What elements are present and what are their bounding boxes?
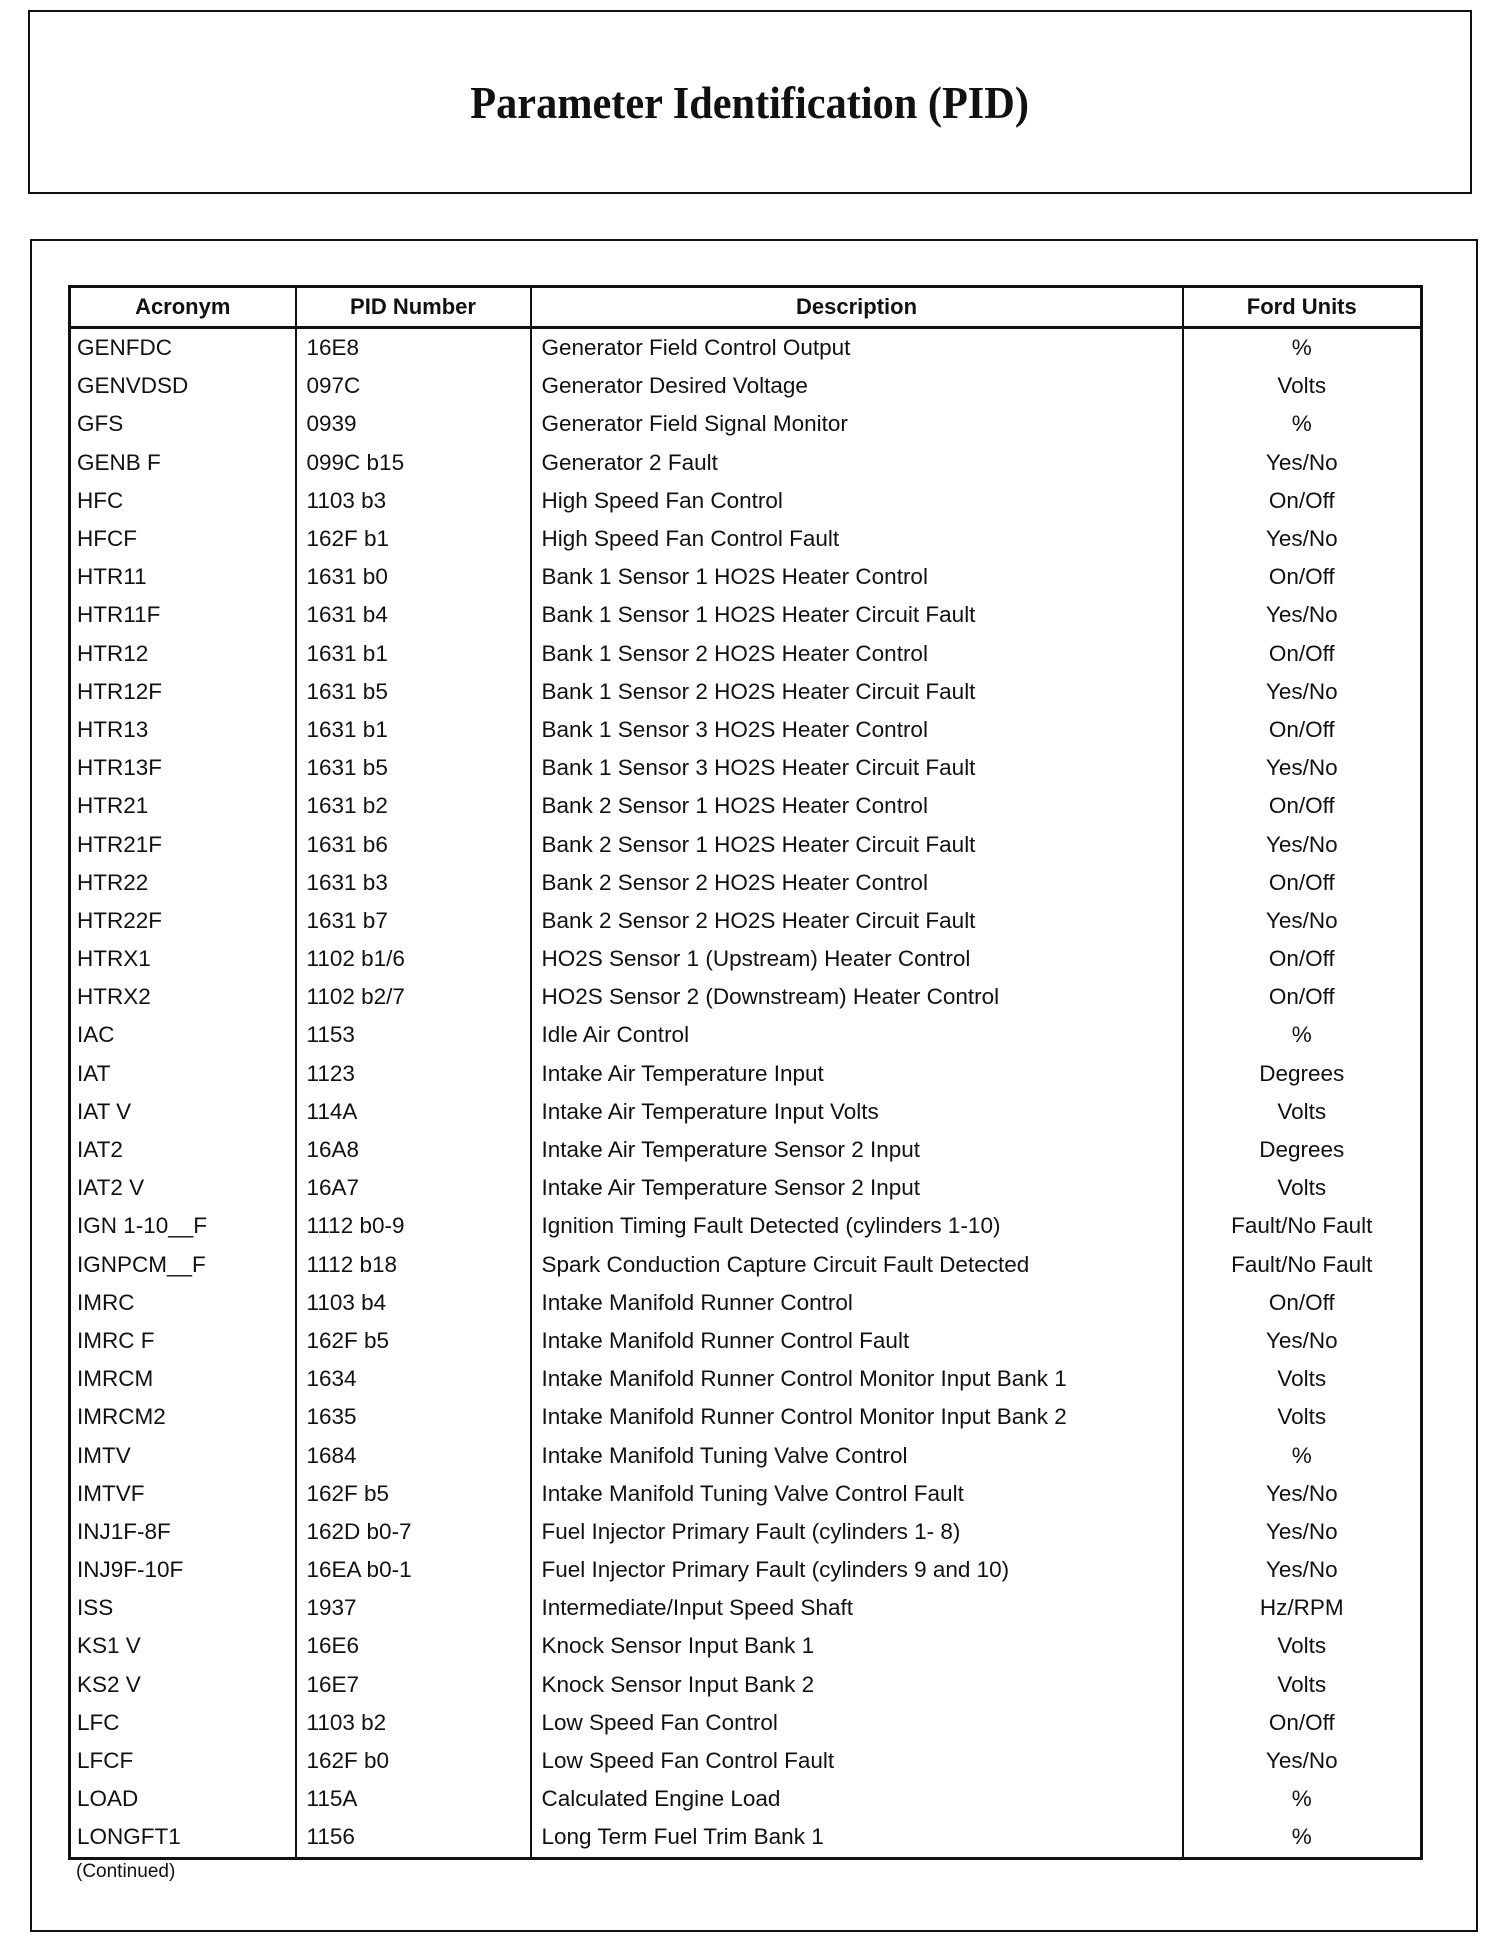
column-header-description: Description: [531, 287, 1183, 328]
cell-pid-number: 1112 b0-9: [296, 1207, 531, 1245]
cell-ford-units: Yes/No: [1265, 1557, 1338, 1583]
cell-pid-number: 16EA b0-1: [296, 1551, 531, 1589]
cell-pid-number: 1937: [296, 1589, 531, 1627]
cell-description: Bank 1 Sensor 3 HO2S Heater Circuit Fault: [531, 749, 1183, 787]
table-row: [70, 864, 1422, 902]
cell-ford-units: Volts: [1277, 1633, 1327, 1659]
cell-description: Intake Manifold Runner Control: [531, 1284, 1183, 1322]
column-header-acronym: Acronym: [70, 287, 296, 328]
table-row: [70, 1169, 1422, 1207]
cell-acronym: HTRX1: [70, 940, 296, 978]
table-row: [70, 1016, 1422, 1054]
cell-description: Long Term Fuel Trim Bank 1: [531, 1818, 1183, 1858]
cell-acronym: HTR22: [70, 864, 296, 902]
cell-ford-units: %: [1291, 1022, 1312, 1048]
cell-description: High Speed Fan Control: [531, 482, 1183, 520]
cell-ford-units: On/Off: [1268, 793, 1335, 819]
cell-description: Generator 2 Fault: [531, 444, 1183, 482]
table-body: [70, 328, 1422, 1859]
cell-acronym: IAT2: [70, 1131, 296, 1169]
cell-acronym: HFCF: [70, 520, 296, 558]
cell-acronym: IAT: [70, 1055, 296, 1093]
table-row: [70, 1246, 1422, 1284]
cell-acronym: KS2 V: [70, 1666, 296, 1704]
cell-pid-number: 1634: [296, 1360, 531, 1398]
cell-ford-units: On/Off: [1268, 946, 1335, 972]
table-row: [70, 787, 1422, 825]
cell-ford-units: On/Off: [1268, 1289, 1335, 1315]
cell-description: Intake Manifold Tuning Valve Control Fault: [531, 1475, 1183, 1513]
cell-acronym: IMRC F: [70, 1322, 296, 1360]
cell-pid-number: 162F b0: [296, 1742, 531, 1780]
table-row: [70, 1398, 1422, 1436]
cell-description: Calculated Engine Load: [531, 1780, 1183, 1818]
table-row: [70, 1818, 1422, 1858]
table-row: [70, 444, 1422, 482]
table-row: [70, 978, 1422, 1016]
cell-pid-number: 1631 b5: [296, 673, 531, 711]
cell-pid-number: 1631 b3: [296, 864, 531, 902]
cell-pid-number: 099C b15: [296, 444, 531, 482]
cell-acronym: LFCF: [70, 1742, 296, 1780]
table-header-row: [70, 287, 1422, 328]
cell-ford-units: Fault/No Fault: [1231, 1251, 1373, 1277]
table-row: [70, 1780, 1422, 1818]
cell-ford-units: Yes/No: [1265, 449, 1338, 475]
cell-ford-units: %: [1291, 411, 1312, 437]
cell-acronym: HTR12F: [70, 673, 296, 711]
cell-acronym: HTRX2: [70, 978, 296, 1016]
cell-ford-units: On/Off: [1268, 1709, 1335, 1735]
cell-pid-number: 1153: [296, 1016, 531, 1054]
cell-ford-units: Volts: [1277, 1175, 1327, 1201]
cell-pid-number: 16E7: [296, 1666, 531, 1704]
pid-table: [68, 285, 1423, 1860]
cell-ford-units: %: [1291, 1786, 1312, 1812]
cell-ford-units: Volts: [1277, 1671, 1327, 1697]
table-row: [70, 1589, 1422, 1627]
cell-acronym: GENB F: [70, 444, 296, 482]
cell-acronym: IGN 1-10__F: [70, 1207, 296, 1245]
cell-pid-number: 1103 b4: [296, 1284, 531, 1322]
cell-description: Intake Air Temperature Input: [531, 1055, 1183, 1093]
cell-pid-number: 1631 b1: [296, 635, 531, 673]
cell-description: Low Speed Fan Control: [531, 1704, 1183, 1742]
table-row: [70, 596, 1422, 634]
cell-description: Spark Conduction Capture Circuit Fault Detected: [531, 1246, 1183, 1284]
cell-pid-number: 1635: [296, 1398, 531, 1436]
cell-description: Bank 2 Sensor 2 HO2S Heater Control: [531, 864, 1183, 902]
cell-ford-units: Fault/No Fault: [1231, 1213, 1373, 1239]
cell-acronym: HTR13F: [70, 749, 296, 787]
cell-ford-units: Volts: [1277, 1404, 1327, 1430]
cell-ford-units: Yes/No: [1265, 1748, 1338, 1774]
cell-ford-units: Yes/No: [1265, 1518, 1338, 1544]
cell-description: Low Speed Fan Control Fault: [531, 1742, 1183, 1780]
page-title: Parameter Identification (PID): [470, 76, 1030, 128]
cell-ford-units: Yes/No: [1265, 1480, 1338, 1506]
cell-acronym: LOAD: [70, 1780, 296, 1818]
table-row: [70, 328, 1422, 368]
table-row: [70, 1475, 1422, 1513]
cell-pid-number: 1156: [296, 1818, 531, 1858]
cell-acronym: IAC: [70, 1016, 296, 1054]
cell-ford-units: Volts: [1277, 1098, 1327, 1124]
cell-description: Intake Manifold Tuning Valve Control: [531, 1436, 1183, 1474]
cell-pid-number: 1631 b1: [296, 711, 531, 749]
cell-description: Intake Air Temperature Sensor 2 Input: [531, 1131, 1183, 1169]
table-row: [70, 1436, 1422, 1474]
cell-description: Intake Manifold Runner Control Monitor Input Bank 2: [531, 1398, 1183, 1436]
table-row: [70, 1055, 1422, 1093]
cell-acronym: GENFDC: [70, 328, 296, 368]
cell-pid-number: 1103 b3: [296, 482, 531, 520]
cell-description: Intermediate/Input Speed Shaft: [531, 1589, 1183, 1627]
table-row: [70, 825, 1422, 863]
cell-description: Idle Air Control: [531, 1016, 1183, 1054]
content-box: [30, 239, 1478, 1932]
cell-ford-units: On/Off: [1268, 869, 1335, 895]
table-row: [70, 711, 1422, 749]
table-row: [70, 1322, 1422, 1360]
cell-description: Intake Manifold Runner Control Fault: [531, 1322, 1183, 1360]
cell-pid-number: 1631 b0: [296, 558, 531, 596]
cell-description: Generator Field Signal Monitor: [531, 405, 1183, 443]
cell-ford-units: %: [1291, 1442, 1312, 1468]
cell-ford-units: On/Off: [1268, 640, 1335, 666]
cell-pid-number: 162F b5: [296, 1322, 531, 1360]
cell-description: Bank 1 Sensor 3 HO2S Heater Control: [531, 711, 1183, 749]
cell-pid-number: 162D b0-7: [296, 1513, 531, 1551]
cell-pid-number: 1631 b4: [296, 596, 531, 634]
cell-acronym: IMRCM: [70, 1360, 296, 1398]
cell-pid-number: 16E6: [296, 1627, 531, 1665]
cell-ford-units: Degrees: [1259, 1137, 1345, 1163]
cell-acronym: HTR13: [70, 711, 296, 749]
cell-acronym: IMRC: [70, 1284, 296, 1322]
cell-acronym: IMTVF: [70, 1475, 296, 1513]
title-box: [28, 10, 1472, 194]
cell-ford-units: On/Off: [1268, 564, 1335, 590]
cell-ford-units: Volts: [1277, 373, 1327, 399]
cell-acronym: HTR11: [70, 558, 296, 596]
cell-acronym: INJ1F-8F: [70, 1513, 296, 1551]
cell-description: Bank 1 Sensor 1 HO2S Heater Control: [531, 558, 1183, 596]
table-row: [70, 367, 1422, 405]
cell-pid-number: 16A8: [296, 1131, 531, 1169]
table-row: [70, 1742, 1422, 1780]
cell-pid-number: 162F b1: [296, 520, 531, 558]
cell-description: Bank 1 Sensor 2 HO2S Heater Control: [531, 635, 1183, 673]
cell-description: Intake Air Temperature Input Volts: [531, 1093, 1183, 1131]
column-header-ford-units: Ford Units: [1183, 287, 1422, 328]
table-row: [70, 1207, 1422, 1245]
continued-note: (Continued): [76, 1861, 176, 1882]
cell-description: Fuel Injector Primary Fault (cylinders 1- 8): [531, 1513, 1183, 1551]
cell-acronym: IAT V: [70, 1093, 296, 1131]
cell-pid-number: 1631 b2: [296, 787, 531, 825]
table-row: [70, 1513, 1422, 1551]
cell-description: Knock Sensor Input Bank 2: [531, 1666, 1183, 1704]
cell-pid-number: 16A7: [296, 1169, 531, 1207]
cell-acronym: GENVDSD: [70, 367, 296, 405]
cell-acronym: HTR21: [70, 787, 296, 825]
table-row: [70, 1627, 1422, 1665]
cell-pid-number: 1103 b2: [296, 1704, 531, 1742]
cell-pid-number: 1684: [296, 1436, 531, 1474]
cell-pid-number: 1631 b6: [296, 825, 531, 863]
cell-pid-number: 1631 b7: [296, 902, 531, 940]
cell-acronym: HFC: [70, 482, 296, 520]
cell-description: Bank 1 Sensor 1 HO2S Heater Circuit Fault: [531, 596, 1183, 634]
cell-ford-units: Yes/No: [1265, 755, 1338, 781]
cell-acronym: IAT2 V: [70, 1169, 296, 1207]
cell-ford-units: Hz/RPM: [1259, 1595, 1344, 1621]
cell-description: Bank 2 Sensor 1 HO2S Heater Circuit Fault: [531, 825, 1183, 863]
table-row: [70, 1284, 1422, 1322]
cell-ford-units: On/Off: [1268, 716, 1335, 742]
table-row: [70, 1704, 1422, 1742]
table-row: [70, 1093, 1422, 1131]
cell-ford-units: Degrees: [1259, 1060, 1345, 1086]
cell-ford-units: Yes/No: [1265, 907, 1338, 933]
cell-acronym: INJ9F-10F: [70, 1551, 296, 1589]
cell-ford-units: On/Off: [1268, 984, 1335, 1010]
cell-description: Knock Sensor Input Bank 1: [531, 1627, 1183, 1665]
table-row: [70, 902, 1422, 940]
cell-pid-number: 097C: [296, 367, 531, 405]
cell-acronym: HTR22F: [70, 902, 296, 940]
cell-ford-units: Yes/No: [1265, 602, 1338, 628]
cell-description: Generator Field Control Output: [531, 328, 1183, 368]
cell-pid-number: 1123: [296, 1055, 531, 1093]
column-header-pid-number: PID Number: [296, 287, 531, 328]
cell-pid-number: 0939: [296, 405, 531, 443]
cell-acronym: IMRCM2: [70, 1398, 296, 1436]
table-row: [70, 749, 1422, 787]
cell-ford-units: Yes/No: [1265, 831, 1338, 857]
cell-ford-units: Volts: [1277, 1366, 1327, 1392]
table-row: [70, 673, 1422, 711]
cell-acronym: LONGFT1: [70, 1818, 296, 1858]
cell-pid-number: 1102 b2/7: [296, 978, 531, 1016]
table-row: [70, 1131, 1422, 1169]
cell-acronym: HTR21F: [70, 825, 296, 863]
table-row: [70, 1360, 1422, 1398]
cell-pid-number: 115A: [296, 1780, 531, 1818]
cell-pid-number: 1112 b18: [296, 1246, 531, 1284]
cell-description: Intake Air Temperature Sensor 2 Input: [531, 1169, 1183, 1207]
table-row: [70, 1666, 1422, 1704]
cell-ford-units: Yes/No: [1265, 678, 1338, 704]
cell-acronym: HTR12: [70, 635, 296, 673]
cell-description: Intake Manifold Runner Control Monitor Input Bank 1: [531, 1360, 1183, 1398]
cell-pid-number: 16E8: [296, 328, 531, 368]
cell-description: Generator Desired Voltage: [531, 367, 1183, 405]
cell-description: HO2S Sensor 2 (Downstream) Heater Control: [531, 978, 1183, 1016]
cell-ford-units: %: [1291, 1824, 1312, 1850]
cell-description: Fuel Injector Primary Fault (cylinders 9 and 10): [531, 1551, 1183, 1589]
cell-acronym: LFC: [70, 1704, 296, 1742]
cell-pid-number: 162F b5: [296, 1475, 531, 1513]
cell-pid-number: 114A: [296, 1093, 531, 1131]
cell-acronym: IGNPCM__F: [70, 1246, 296, 1284]
cell-acronym: HTR11F: [70, 596, 296, 634]
cell-pid-number: 1631 b5: [296, 749, 531, 787]
cell-ford-units: Yes/No: [1265, 1327, 1338, 1353]
cell-description: Bank 1 Sensor 2 HO2S Heater Circuit Fault: [531, 673, 1183, 711]
cell-description: Ignition Timing Fault Detected (cylinders 1-10): [531, 1207, 1183, 1245]
table-row: [70, 482, 1422, 520]
cell-description: High Speed Fan Control Fault: [531, 520, 1183, 558]
table-row: [70, 635, 1422, 673]
cell-description: Bank 2 Sensor 2 HO2S Heater Circuit Fault: [531, 902, 1183, 940]
cell-ford-units: %: [1291, 335, 1312, 361]
cell-acronym: IMTV: [70, 1436, 296, 1474]
cell-pid-number: 1102 b1/6: [296, 940, 531, 978]
table-row: [70, 558, 1422, 596]
cell-description: HO2S Sensor 1 (Upstream) Heater Control: [531, 940, 1183, 978]
table-row: [70, 1551, 1422, 1589]
cell-acronym: GFS: [70, 405, 296, 443]
cell-acronym: ISS: [70, 1589, 296, 1627]
cell-acronym: KS1 V: [70, 1627, 296, 1665]
cell-ford-units: Yes/No: [1265, 526, 1338, 552]
cell-ford-units: On/Off: [1268, 487, 1335, 513]
table-row: [70, 405, 1422, 443]
cell-description: Bank 2 Sensor 1 HO2S Heater Control: [531, 787, 1183, 825]
table-row: [70, 940, 1422, 978]
table-row: [70, 520, 1422, 558]
